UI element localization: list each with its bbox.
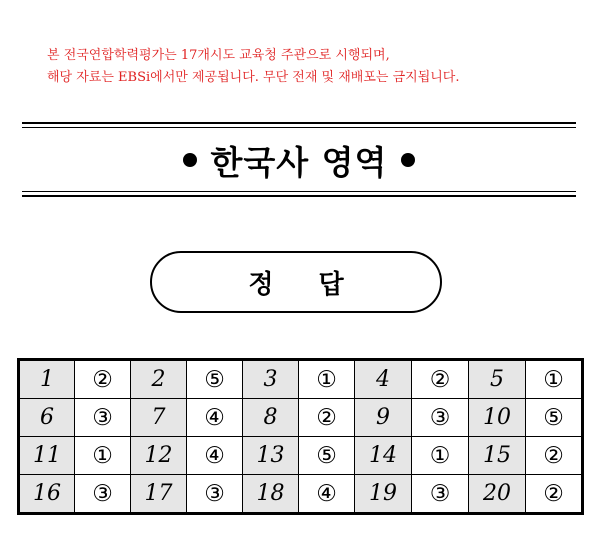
answer-choice: ② xyxy=(299,399,355,437)
bullet-dot-icon xyxy=(183,153,197,167)
question-number: 18 xyxy=(243,475,299,514)
answer-choice: ② xyxy=(526,475,583,514)
question-number: 16 xyxy=(19,475,75,514)
table-row xyxy=(19,360,583,399)
question-number: 1 xyxy=(19,360,75,399)
table-row xyxy=(19,475,583,514)
answer-choice: ⑤ xyxy=(187,360,243,399)
question-number: 6 xyxy=(19,399,75,437)
question-number: 15 xyxy=(469,437,526,475)
notice-line-2: 해당 자료는 EBSi에서만 제공됩니다. 무단 전재 및 재배포는 금지됩니다. xyxy=(47,70,460,85)
question-number: 2 xyxy=(131,360,187,399)
top-rule-thick xyxy=(22,122,576,124)
answer-choice: ① xyxy=(526,360,583,399)
section-header xyxy=(22,129,576,191)
bullet-dot-icon xyxy=(401,153,415,167)
notice-line-1: 본 전국연합학력평가는 17개시도 교육청 주관으로 시행되며, xyxy=(47,48,390,63)
question-number: 12 xyxy=(131,437,187,475)
answer-choice: ④ xyxy=(299,475,355,514)
answer-choice: ⑤ xyxy=(526,399,583,437)
question-number: 13 xyxy=(243,437,299,475)
answer-choice: ③ xyxy=(412,399,469,437)
top-rule-thin xyxy=(22,127,576,128)
question-number: 7 xyxy=(131,399,187,437)
bottom-rule-thin xyxy=(22,191,576,192)
page-title xyxy=(183,137,416,184)
question-number: 17 xyxy=(131,475,187,514)
answer-choice: ③ xyxy=(75,399,131,437)
answer-choice: ⑤ xyxy=(299,437,355,475)
question-number: 8 xyxy=(243,399,299,437)
bottom-rule-thick xyxy=(22,195,576,197)
answer-choice: ④ xyxy=(187,437,243,475)
answer-choice: ② xyxy=(412,360,469,399)
answer-choice: ③ xyxy=(187,475,243,514)
answer-label-box xyxy=(150,251,442,313)
answer-label: 정 답 xyxy=(248,269,362,300)
question-number: 19 xyxy=(355,475,412,514)
answer-choice: ② xyxy=(526,437,583,475)
question-number: 3 xyxy=(243,360,299,399)
question-number: 9 xyxy=(355,399,412,437)
copyright-notice xyxy=(47,45,577,89)
question-number: 10 xyxy=(469,399,526,437)
question-number: 14 xyxy=(355,437,412,475)
question-number: 5 xyxy=(469,360,526,399)
table-row xyxy=(19,399,583,437)
question-number: 20 xyxy=(469,475,526,514)
answer-choice: ③ xyxy=(412,475,469,514)
question-number: 4 xyxy=(355,360,412,399)
answer-choice: ① xyxy=(299,360,355,399)
title-text: 한국사 영역 xyxy=(210,142,388,182)
answer-choice: ④ xyxy=(187,399,243,437)
question-number: 11 xyxy=(19,437,75,475)
table-row xyxy=(19,437,583,475)
answer-choice: ③ xyxy=(75,475,131,514)
answer-choice: ① xyxy=(412,437,469,475)
answer-choice: ② xyxy=(75,360,131,399)
answer-table xyxy=(17,358,584,515)
answer-choice: ① xyxy=(75,437,131,475)
